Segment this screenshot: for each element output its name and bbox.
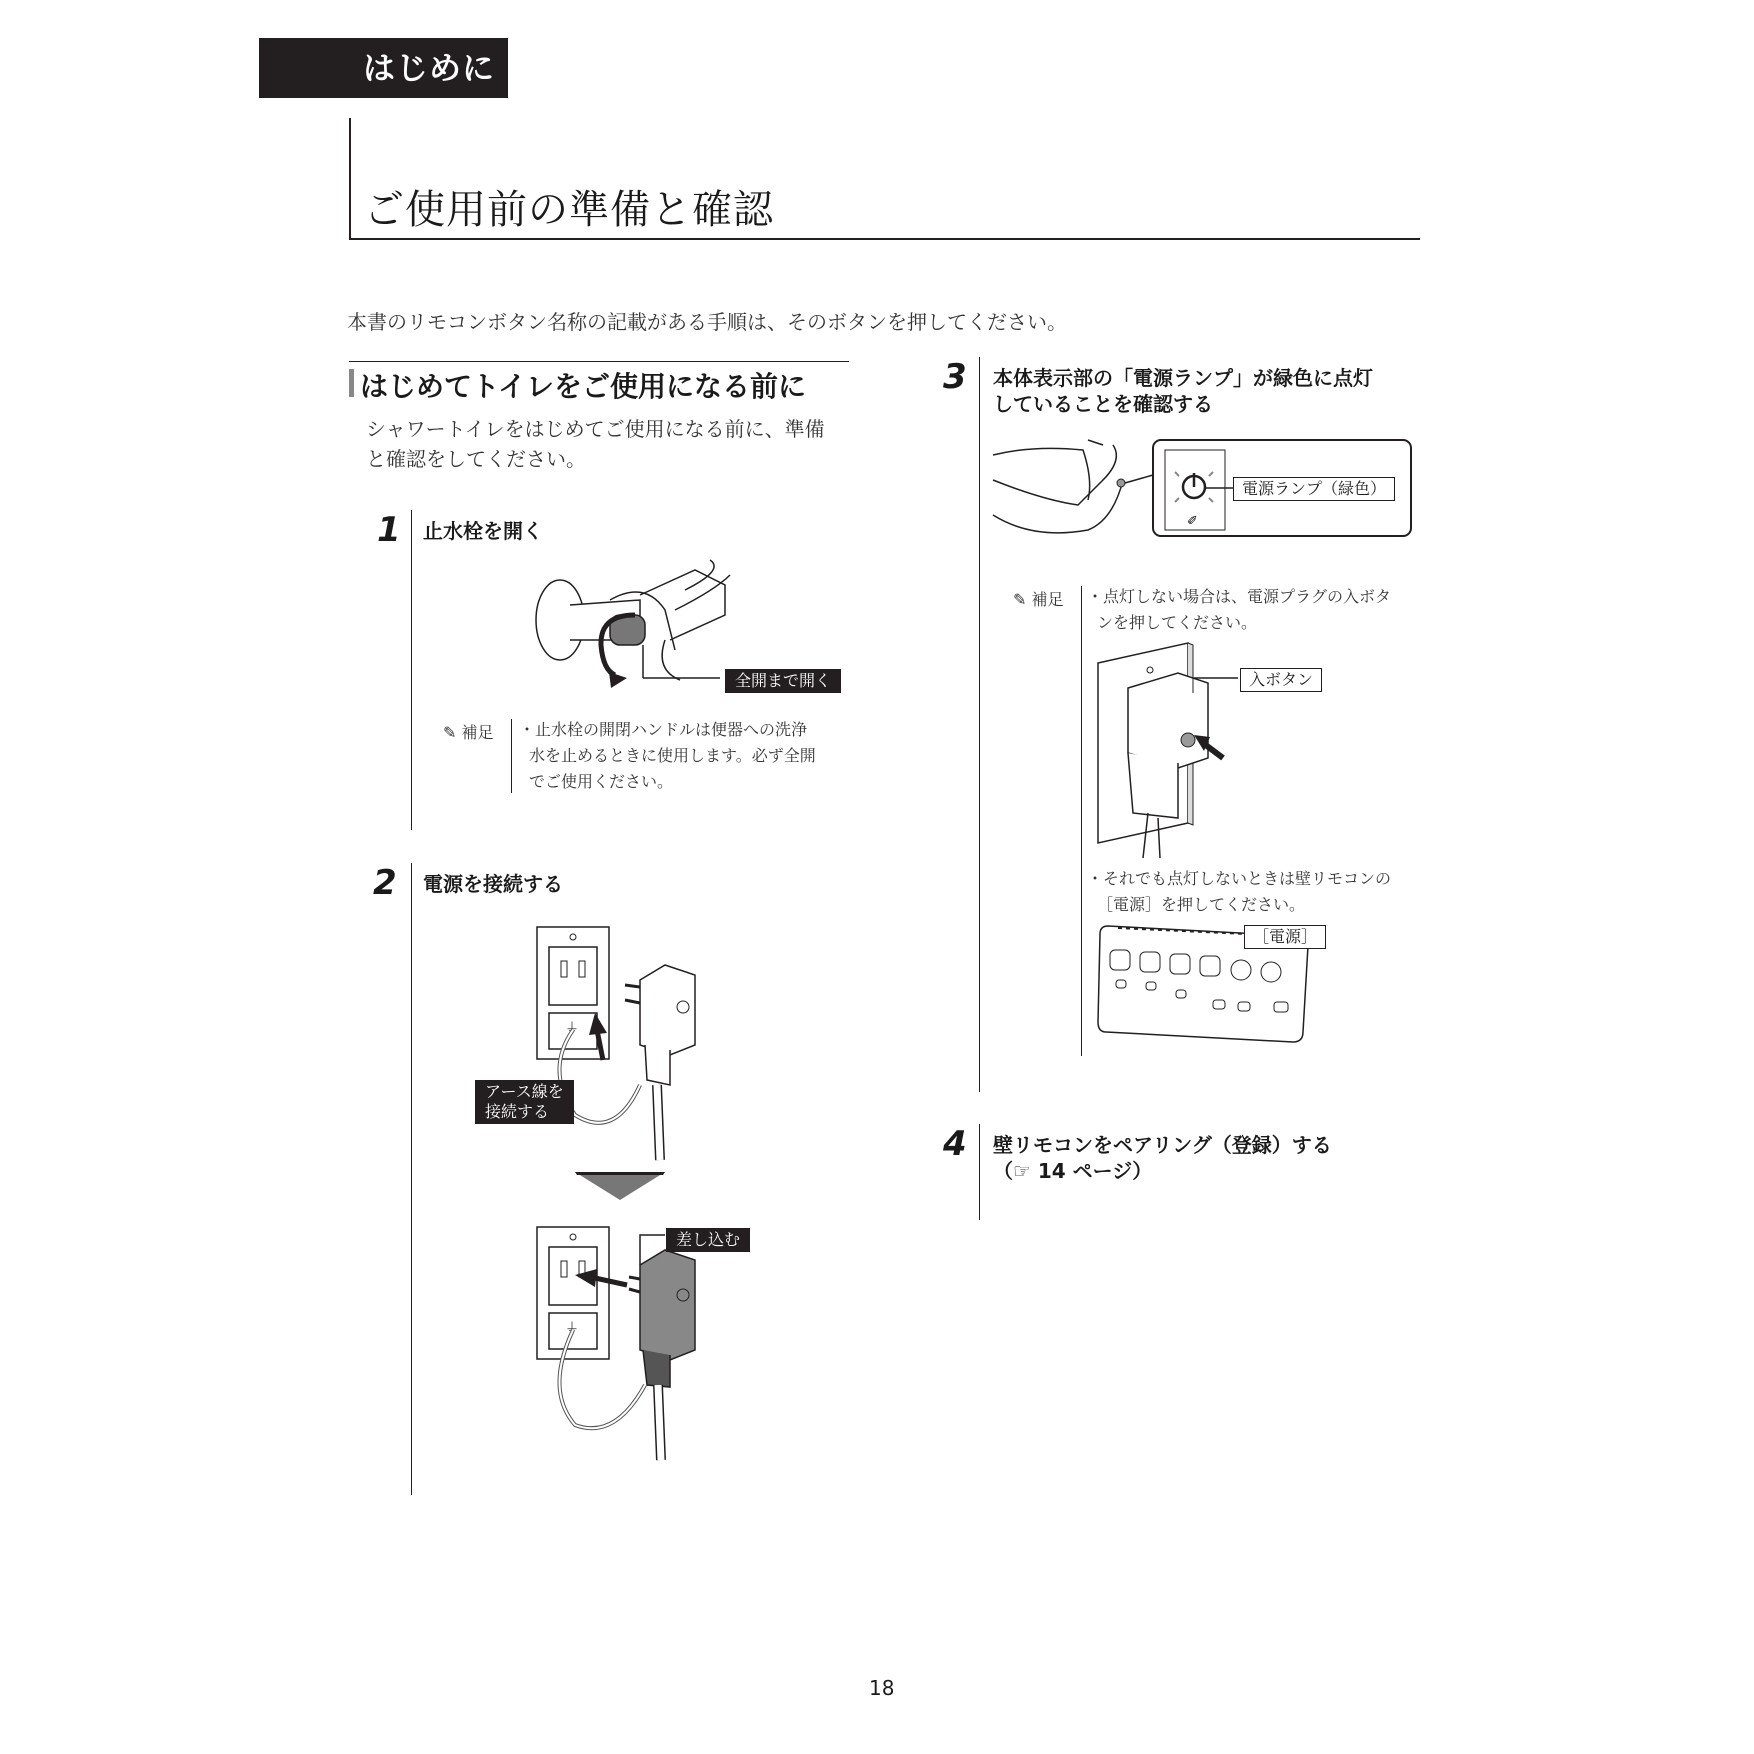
callout-on-button: 入ボタン xyxy=(1240,668,1322,692)
section-tab: はじめに xyxy=(259,38,508,98)
callout-earth-line: アース線を xyxy=(485,1082,564,1101)
subsection-description-line: シャワートイレをはじめてご使用になる前に、準備 xyxy=(366,417,825,441)
outlet-plug-illustration xyxy=(535,1225,735,1465)
note-separator xyxy=(1081,586,1082,1056)
note-line: ンを押してください。 xyxy=(1097,613,1258,632)
note-line: ・それでも点灯しないときは壁リモコンの xyxy=(1087,869,1392,888)
step-rule xyxy=(979,1124,980,1220)
subsection-heading: はじめてトイレをご使用になる前に xyxy=(360,370,807,403)
note-line: ［電源］を押してください。 xyxy=(1097,895,1306,914)
subsection-description xyxy=(366,414,856,474)
step-title: 電源を接続する xyxy=(423,872,563,896)
subsection-description-line: と確認をしてください。 xyxy=(366,447,586,471)
note-label xyxy=(1013,587,1064,610)
callout-earth-line: 接続する xyxy=(485,1102,550,1121)
step-number: 3 xyxy=(943,357,967,397)
note-label-text: 補足 xyxy=(1031,590,1064,609)
page-number: 18 xyxy=(869,1676,895,1700)
svg-text:⏚: ⏚ xyxy=(565,1021,579,1037)
page-reference-link[interactable]: （☞ 14 ページ） xyxy=(993,1159,1153,1183)
subsection-mark xyxy=(349,369,354,397)
note-separator xyxy=(511,719,512,793)
step-title-line: していることを確認する xyxy=(993,392,1213,416)
step-title xyxy=(993,365,1373,417)
plug-button-illustration xyxy=(1098,643,1258,863)
step-rule xyxy=(411,863,412,1495)
step-number: 2 xyxy=(373,863,397,903)
step-title xyxy=(993,1132,1332,1184)
subsection-rule xyxy=(349,361,849,362)
callout-insert: 差し込む xyxy=(666,1228,750,1252)
step-title-line: 壁リモコンをペアリング（登録）する xyxy=(993,1133,1332,1157)
note-text xyxy=(1087,584,1391,636)
outlet-earth-illustration xyxy=(535,925,735,1165)
svg-text:✐: ✐ xyxy=(1187,514,1198,529)
callout-power-button: ［電源］ xyxy=(1244,925,1326,949)
page-title: ご使用前の準備と確認 xyxy=(364,187,774,233)
svg-text:⏚: ⏚ xyxy=(565,1321,579,1337)
step-title-line: 本体表示部の「電源ランプ」が緑色に点灯 xyxy=(993,366,1373,390)
down-arrow-icon xyxy=(575,1172,665,1202)
note-line: ・点灯しない場合は、電源プラグの入ボタ xyxy=(1087,587,1392,606)
step-rule xyxy=(979,357,980,1092)
pencil-icon: ✎ xyxy=(443,723,457,742)
callout-earth xyxy=(475,1080,574,1124)
note-label xyxy=(443,720,494,743)
callout-power-lamp: 電源ランプ（緑色） xyxy=(1233,477,1395,501)
note-line: 水を止めるときに使用します。必ず全開 xyxy=(529,746,816,765)
step-number: 1 xyxy=(377,510,401,550)
note-line: でご使用ください。 xyxy=(529,772,674,791)
pencil-icon: ✎ xyxy=(1013,590,1027,609)
note-line: ・止水栓の開閉ハンドルは便器への洗浄 xyxy=(519,720,808,739)
note-text xyxy=(519,717,816,795)
note-label-text: 補足 xyxy=(461,723,494,742)
intro-text: 本書のリモコンボタン名称の記載がある手順は、そのボタンを押してください。 xyxy=(347,310,1067,334)
note-text xyxy=(1087,866,1391,918)
callout-fully-open: 全開まで開く xyxy=(725,669,841,693)
step-rule xyxy=(411,510,412,830)
step-number: 4 xyxy=(943,1124,967,1164)
step-title: 止水栓を開く xyxy=(423,519,543,543)
